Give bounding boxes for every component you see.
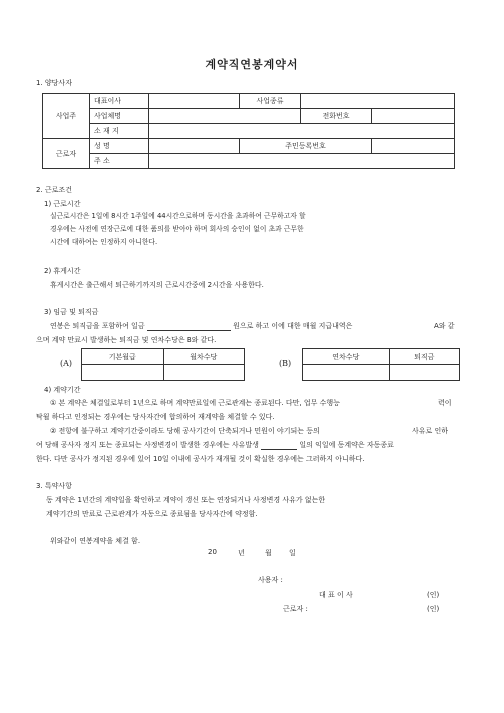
- worker-address-value[interactable]: [149, 154, 455, 169]
- worker-name-label: 성 명: [90, 139, 149, 154]
- table-b-label: (B): [279, 359, 292, 368]
- section3-line1: 동 계약은 1년간의 계약일을 확인하고 계약이 갱신 또는 연장되거나 사정변경 사유가 없는한: [46, 496, 326, 504]
- section2-heading: 2. 근로조건: [36, 186, 72, 194]
- document-title: 계약직연봉계약서: [205, 58, 299, 71]
- period-p2-line3: 한다. 다만 공사가 정지된 경우에 있어 10일 이내에 공사가 재개될 것이 확실한 경우에는 그러하지 아니하다.: [36, 455, 365, 463]
- period-p2-line1-end: 사유로 인하: [412, 427, 449, 435]
- worker-name-value[interactable]: [149, 139, 240, 154]
- parties-table: [42, 93, 455, 169]
- period-p2-line1: ② 전항에 불구하고 계약기간중이라도 당해 공사기간이 단축되거나 민원이 야기되는 등의: [50, 427, 320, 435]
- business-type-value[interactable]: [301, 94, 455, 109]
- severance-pay-cell[interactable]: [389, 365, 459, 381]
- representative-signature-label: 대 표 이 사: [319, 591, 353, 599]
- phone-value[interactable]: [372, 109, 455, 124]
- date-year: 20: [208, 548, 217, 556]
- wage-line1-end: A와 같: [434, 322, 455, 330]
- worker-address-label: 주 소: [90, 154, 149, 169]
- closing-statement: 위와같이 연봉계약을 체결 함.: [50, 537, 141, 545]
- table-a-header: 월차수당: [163, 349, 245, 365]
- worker-signature-label: 근로자 :: [283, 605, 308, 613]
- employer-seal: (인): [427, 591, 440, 599]
- section1-heading: 1. 양당사자: [36, 79, 72, 87]
- break-heading: 2) 휴게시간: [44, 267, 81, 275]
- phone-label: 전화번호: [301, 109, 372, 124]
- period-p2-line2-b: 일의 익일에 동계약은 자동종료: [299, 441, 394, 449]
- business-type-label: 사업종류: [240, 94, 301, 109]
- company-name-label: 사업체명: [90, 109, 149, 124]
- table-b: [302, 348, 460, 381]
- address-value[interactable]: [149, 124, 455, 139]
- worker-seal: (인): [427, 605, 440, 613]
- representative-label: 대표이사: [90, 94, 149, 109]
- work-hours-heading: 1) 근로시간: [44, 200, 81, 208]
- table-a-header: 기본월급: [82, 349, 164, 365]
- annual-salary-blank[interactable]: [147, 321, 231, 331]
- rrn-label: 주민등록번호: [240, 139, 372, 154]
- reason-date-blank[interactable]: [261, 440, 297, 450]
- work-hours-line: 실근로시간은 1일에 8시간 1주일에 44시간으로하며 동시간을 초과하여 근무하고자 할: [50, 212, 306, 220]
- monthly-allowance-cell[interactable]: [163, 365, 245, 381]
- company-name-value[interactable]: [149, 109, 301, 124]
- wage-line1-b: 원으로 하고 이에 대한 매월 지급내역은: [233, 322, 353, 330]
- work-hours-line: 경우에는 사전에 연장근로에 대한 품의를 받아야 하며 회사의 승인이 없이 초과 근무한: [50, 225, 304, 233]
- wage-line1: [50, 321, 352, 331]
- table-b-header: 퇴직금: [389, 349, 459, 365]
- period-p2-line2-a: 여 당해 공사자 정지 또는 종료되는 사정변경이 발생한 경우에는 사유발생: [36, 441, 259, 449]
- period-heading: 4) 계약기간: [44, 386, 81, 394]
- wage-line1-a: 연봉은 퇴직금을 포함하여 일금: [50, 322, 145, 330]
- work-hours-text: [50, 210, 306, 249]
- period-p1-line1: ① 본 계약은 체결일로부터 1년으로 하며 계약만료일에 근로관계는 종료된다. 다만, 업무 수행능: [50, 399, 340, 407]
- section3-heading: 3. 특약사항: [36, 482, 72, 490]
- break-text: 휴게시간은 출근해서 퇴근하기까지의 근로시간중에 2시간을 사용한다.: [50, 281, 264, 289]
- period-p1-line1-end: 력이: [438, 399, 452, 407]
- table-b-header: 연차수당: [303, 349, 390, 365]
- table-a: [81, 348, 245, 381]
- worker-label: 근로자: [43, 139, 90, 169]
- date-year-unit: 년: [238, 549, 245, 557]
- work-hours-line: 시간에 대하여는 인정하지 아니한다.: [50, 238, 158, 246]
- wage-heading: 3) 임금 및 퇴직금: [44, 308, 99, 316]
- date-day-unit: 일: [289, 549, 296, 557]
- period-p1-line2: 탁월 하다고 인정되는 경우에는 당사자간에 합의하여 재계약을 체결할 수 있다.: [36, 413, 275, 421]
- rrn-value[interactable]: [372, 139, 455, 154]
- annual-leave-allowance-cell[interactable]: [303, 365, 390, 381]
- section3-line2: 계약기간의 만료로 근로관계가 자동으로 종료됨을 당사자간에 약정함.: [46, 510, 258, 518]
- period-p2-line2: [36, 440, 394, 450]
- basic-salary-cell[interactable]: [82, 365, 164, 381]
- wage-line2: 으며 계약 만료시 발생하는 퇴직금 및 연차수당은 B와 같다.: [36, 336, 217, 344]
- employer-signature-label: 사용자 :: [258, 576, 283, 584]
- date-month-unit: 월: [265, 549, 272, 557]
- address-label: 소 재 지: [90, 124, 149, 139]
- table-a-label: (A): [60, 359, 73, 368]
- employer-label: 사업주: [43, 94, 90, 139]
- representative-value[interactable]: [149, 94, 240, 109]
